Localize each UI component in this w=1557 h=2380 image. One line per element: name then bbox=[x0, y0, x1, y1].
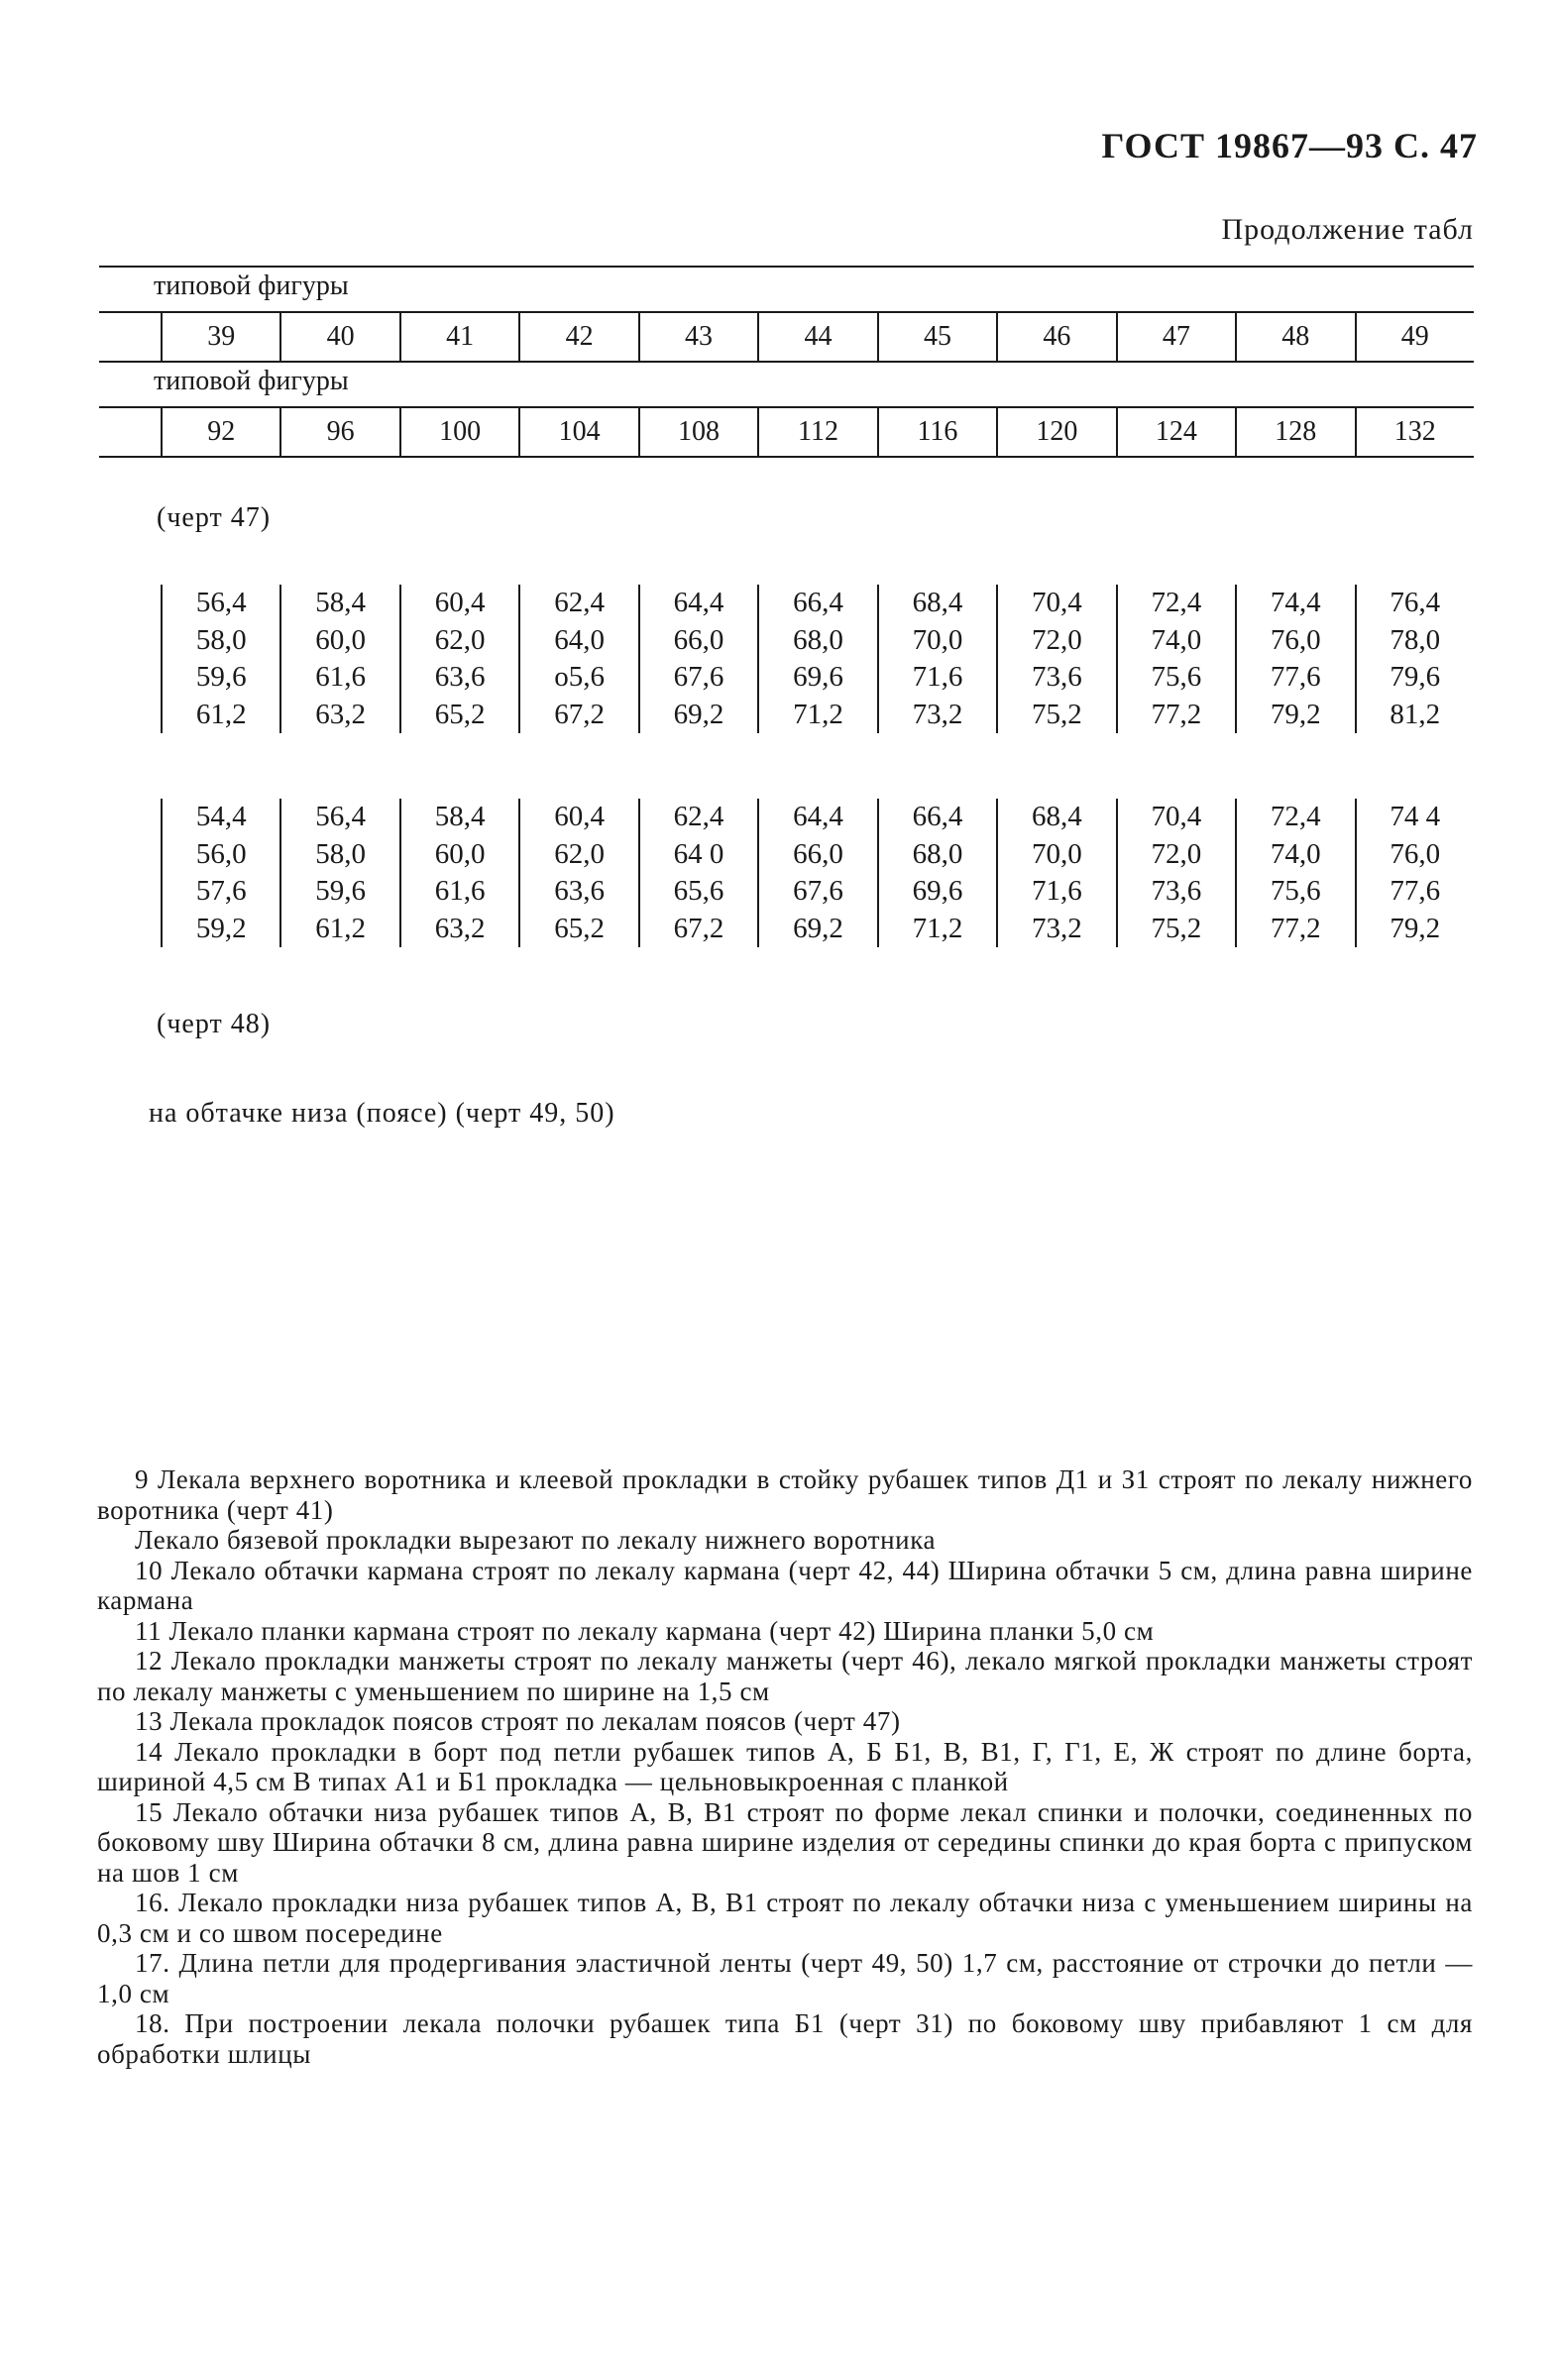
measurement-value: 73,6 bbox=[1151, 875, 1202, 907]
measurement-value: 62,0 bbox=[434, 623, 486, 656]
size-cell: 132 bbox=[1355, 408, 1474, 456]
measurement-column bbox=[399, 585, 518, 733]
measurement-value: 58,4 bbox=[315, 587, 367, 618]
measurement-column bbox=[638, 799, 757, 947]
measurement-value: 61,2 bbox=[315, 912, 367, 944]
row-lead-space bbox=[99, 408, 161, 456]
measurement-column bbox=[877, 585, 996, 733]
measurement-value: 56,4 bbox=[315, 801, 367, 832]
measurement-value: 58,0 bbox=[315, 837, 367, 870]
measurement-value: 74,0 bbox=[1270, 837, 1321, 870]
paragraph: 12 Лекало прокладки манжеты строят по лекалу манжеты (черт 46), лекало мягкой прокладки манжеты строят по лекалу манжеты с уменьшением по ширине на 1,5 см bbox=[97, 1646, 1473, 1706]
paragraph: 10 Лекало обтачки кармана строят по лекалу кармана (черт 42, 44) Ширина обтачки 5 см, длина равна ширине кармана bbox=[97, 1555, 1473, 1615]
size-row-1 bbox=[99, 313, 1474, 361]
paragraph: 14 Лекало прокладки в борт под петли рубашек типов А, Б Б1, В, В1, Г, Г1, Е, Ж строят по длине борта, шириной 4,5 см В типах А1 и Б1 прокладка — цельновыкроенная с планкой bbox=[97, 1736, 1473, 1796]
measurement-value: 65,2 bbox=[434, 698, 486, 730]
measurement-block-2 bbox=[161, 799, 1474, 947]
measurement-value: 61,2 bbox=[195, 698, 247, 730]
measurement-value: 62,4 bbox=[554, 587, 605, 618]
measurement-value: 72,0 bbox=[1032, 623, 1082, 656]
table-continuation-label: Продолжение табл bbox=[1221, 213, 1474, 246]
measurement-value: 64,4 bbox=[793, 801, 843, 832]
measurement-column bbox=[399, 799, 518, 947]
measurement-value: 63,6 bbox=[434, 661, 486, 693]
measurement-value: 67,6 bbox=[793, 875, 843, 907]
paragraph: 17. Длина петли для продергивания эластичной ленты (черт 49, 50) 1,7 см, расстояние от строчки до петли — 1,0 см bbox=[97, 1948, 1473, 2008]
measurement-value: 66,4 bbox=[912, 801, 963, 832]
measurement-value: 74 4 bbox=[1390, 801, 1441, 832]
measurement-column bbox=[1355, 799, 1474, 947]
measurement-value: 70,4 bbox=[1151, 801, 1202, 832]
size-cell: 108 bbox=[638, 408, 757, 456]
measurement-value: 62,0 bbox=[554, 837, 605, 870]
note-chert-47: (черт 47) bbox=[157, 502, 272, 533]
measurement-value: 71,2 bbox=[793, 698, 843, 730]
measurement-value: 77,6 bbox=[1390, 875, 1441, 907]
text-paragraphs bbox=[97, 1464, 1473, 2069]
measurement-column bbox=[757, 585, 876, 733]
measurement-value: 78,0 bbox=[1390, 623, 1441, 656]
measurement-value: 57,6 bbox=[195, 875, 247, 907]
measurement-value: 70,0 bbox=[912, 623, 963, 656]
measurement-column bbox=[1235, 585, 1354, 733]
size-cell: 49 bbox=[1355, 313, 1474, 361]
size-cell: 112 bbox=[757, 408, 876, 456]
measurement-value: 69,6 bbox=[793, 661, 843, 693]
size-cell: 48 bbox=[1235, 313, 1354, 361]
measurement-value: 69,2 bbox=[673, 698, 724, 730]
row-label-1: типовой фигуры bbox=[154, 270, 349, 301]
measurement-value: 77,2 bbox=[1270, 912, 1321, 944]
size-cell: 116 bbox=[877, 408, 996, 456]
measurement-value: 64,4 bbox=[673, 587, 724, 618]
measurement-column bbox=[518, 585, 637, 733]
measurement-value: 73,2 bbox=[912, 698, 963, 730]
page-header: ГОСТ 19867—93 С. 47 bbox=[1101, 126, 1478, 165]
table-rule bbox=[99, 361, 1474, 363]
measurement-value: 61,6 bbox=[434, 875, 486, 907]
measurement-value: 67,6 bbox=[673, 661, 724, 693]
measurement-value: 68,0 bbox=[793, 623, 843, 656]
measurement-value: 74,4 bbox=[1270, 587, 1321, 618]
measurement-value: 66,4 bbox=[793, 587, 843, 618]
measurement-value: 72,4 bbox=[1270, 801, 1321, 832]
measurement-value: 59,6 bbox=[315, 875, 367, 907]
size-cell: 39 bbox=[161, 313, 279, 361]
measurement-value: 68,0 bbox=[912, 837, 963, 870]
measurement-column bbox=[279, 799, 398, 947]
measurement-value: 60,4 bbox=[434, 587, 486, 618]
size-cell: 40 bbox=[279, 313, 398, 361]
measurement-column bbox=[638, 585, 757, 733]
measurement-column bbox=[996, 799, 1115, 947]
measurement-value: 58,4 bbox=[434, 801, 486, 832]
measurement-value: 76,0 bbox=[1390, 837, 1441, 870]
measurement-column bbox=[757, 799, 876, 947]
size-cell: 92 bbox=[161, 408, 279, 456]
note-chert-48: (черт 48) bbox=[157, 1009, 272, 1039]
measurement-value: 60,0 bbox=[315, 623, 367, 656]
size-cell: 128 bbox=[1235, 408, 1354, 456]
row-lead-space bbox=[99, 313, 161, 361]
size-cell: 100 bbox=[399, 408, 518, 456]
measurement-column bbox=[1116, 585, 1235, 733]
measurement-block-1 bbox=[161, 585, 1474, 733]
measurement-value: 60,0 bbox=[434, 837, 486, 870]
measurement-value: 79,2 bbox=[1390, 912, 1441, 944]
size-cell: 96 bbox=[279, 408, 398, 456]
measurement-value: 60,4 bbox=[554, 801, 605, 832]
measurement-value: 75,2 bbox=[1032, 698, 1082, 730]
size-cell: 46 bbox=[996, 313, 1115, 361]
measurement-value: 63,2 bbox=[315, 698, 367, 730]
measurement-value: 72,0 bbox=[1151, 837, 1202, 870]
paragraph: 11 Лекало планки кармана строят по лекалу кармана (черт 42) Ширина планки 5,0 см bbox=[135, 1615, 1155, 1646]
measurement-column bbox=[1116, 799, 1235, 947]
size-cell: 42 bbox=[518, 313, 637, 361]
size-cell: 41 bbox=[399, 313, 518, 361]
measurement-value: 61,6 bbox=[315, 661, 367, 693]
measurement-value: 74,0 bbox=[1151, 623, 1202, 656]
note-chert-49-50: на обтачке низа (поясе) (черт 49, 50) bbox=[149, 1098, 615, 1129]
row-label-2: типовой фигуры bbox=[154, 366, 349, 396]
measurement-value: 77,6 bbox=[1270, 661, 1321, 693]
size-cell: 47 bbox=[1116, 313, 1235, 361]
measurement-value: 62,4 bbox=[673, 801, 724, 832]
measurement-value: 73,2 bbox=[1032, 912, 1082, 944]
measurement-value: о5,6 bbox=[554, 661, 605, 693]
measurement-value: 73,6 bbox=[1032, 661, 1082, 693]
size-cell: 45 bbox=[877, 313, 996, 361]
paragraph: 13 Лекала прокладок поясов строят по лекалам поясов (черт 47) bbox=[135, 1706, 901, 1736]
measurement-value: 76,0 bbox=[1270, 623, 1321, 656]
measurement-value: 70,0 bbox=[1032, 837, 1082, 870]
measurement-value: 71,6 bbox=[1032, 875, 1082, 907]
measurement-value: 59,6 bbox=[195, 661, 247, 693]
paragraph: Лекало бязевой прокладки вырезают по лекалу нижнего воротника bbox=[135, 1525, 937, 1555]
measurement-value: 68,4 bbox=[1032, 801, 1082, 832]
paragraph: 18. При построении лекала полочки рубашек типа Б1 (черт 31) по боковому шву прибавляют 1 см для обработки шлицы bbox=[97, 2008, 1473, 2069]
paragraph: 16. Лекало прокладки низа рубашек типов А, В, В1 строят по лекалу обтачки низа с уменьшением ширины на 0,3 см и со швом посередине bbox=[97, 1888, 1473, 1948]
measurement-column bbox=[877, 799, 996, 947]
table-rule-top bbox=[99, 266, 1474, 268]
size-cell: 124 bbox=[1116, 408, 1235, 456]
measurement-value: 75,6 bbox=[1151, 661, 1202, 693]
measurement-value: 63,6 bbox=[554, 875, 605, 907]
measurement-value: 58,0 bbox=[195, 623, 247, 656]
measurement-value: 69,2 bbox=[793, 912, 843, 944]
measurement-column bbox=[996, 585, 1115, 733]
measurement-value: 75,2 bbox=[1151, 912, 1202, 944]
measurement-value: 75,6 bbox=[1270, 875, 1321, 907]
paragraph: 15 Лекало обтачки низа рубашек типов А, В, В1 строят по форме лекал спинки и полочки, соединенных по боковому шву Ширина обтачки 8 см, длина равна ширине изделия от середины спинки до края борта с припуском на шов 1 см bbox=[97, 1796, 1473, 1888]
measurement-value: 64 0 bbox=[673, 837, 724, 870]
measurement-value: 59,2 bbox=[195, 912, 247, 944]
measurement-value: 64,0 bbox=[554, 623, 605, 656]
size-cell: 43 bbox=[638, 313, 757, 361]
measurement-value: 54,4 bbox=[195, 801, 247, 832]
measurement-value: 72,4 bbox=[1151, 587, 1202, 618]
measurement-value: 67,2 bbox=[673, 912, 724, 944]
measurement-value: 65,6 bbox=[673, 875, 724, 907]
measurement-value: 81,2 bbox=[1390, 698, 1441, 730]
measurement-column bbox=[161, 799, 279, 947]
measurement-value: 77,2 bbox=[1151, 698, 1202, 730]
size-cell: 104 bbox=[518, 408, 637, 456]
measurement-value: 66,0 bbox=[673, 623, 724, 656]
paragraph: 9 Лекала верхнего воротника и клеевой прокладки в стойку рубашек типов Д1 и З1 строят по лекалу нижнего воротника (черт 41) bbox=[97, 1464, 1473, 1525]
measurement-value: 56,4 bbox=[195, 587, 247, 618]
measurement-value: 56,0 bbox=[195, 837, 247, 870]
size-row-2 bbox=[99, 408, 1474, 456]
measurement-value: 68,4 bbox=[912, 587, 963, 618]
measurement-value: 76,4 bbox=[1390, 587, 1441, 618]
size-cell: 44 bbox=[757, 313, 876, 361]
measurement-column bbox=[279, 585, 398, 733]
size-cell: 120 bbox=[996, 408, 1115, 456]
measurement-column bbox=[1355, 585, 1474, 733]
measurement-column bbox=[1235, 799, 1354, 947]
measurement-value: 71,6 bbox=[912, 661, 963, 693]
measurement-value: 79,6 bbox=[1390, 661, 1441, 693]
measurement-value: 66,0 bbox=[793, 837, 843, 870]
measurement-value: 79,2 bbox=[1270, 698, 1321, 730]
measurement-value: 65,2 bbox=[554, 912, 605, 944]
measurement-value: 67,2 bbox=[554, 698, 605, 730]
measurement-value: 70,4 bbox=[1032, 587, 1082, 618]
measurement-column bbox=[161, 585, 279, 733]
measurement-value: 69,6 bbox=[912, 875, 963, 907]
measurement-value: 63,2 bbox=[434, 912, 486, 944]
table-rule-bottom bbox=[99, 456, 1474, 458]
measurement-value: 71,2 bbox=[912, 912, 963, 944]
measurement-column bbox=[518, 799, 637, 947]
